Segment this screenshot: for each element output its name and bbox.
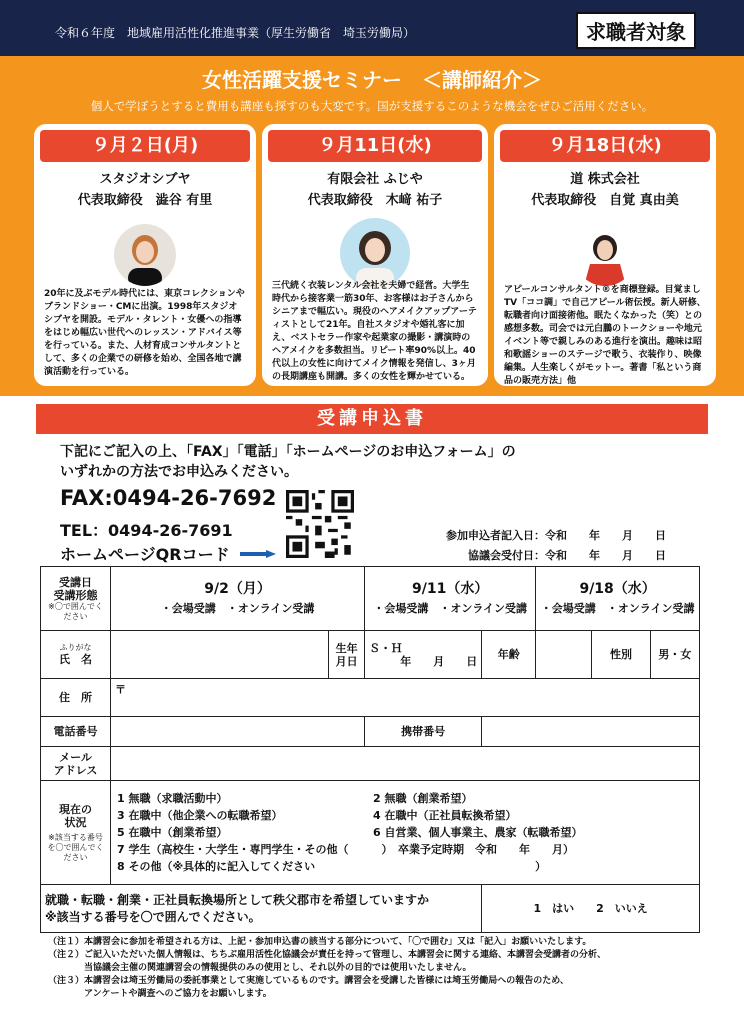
birth-label: 月日 (335, 654, 358, 668)
speaker-company: 有限会社 ふじや (327, 172, 423, 187)
session-option[interactable] (365, 567, 536, 631)
instruction-line: 下記にご記入の上、「FAX」「電話」「ホームページのお申込フォーム」の (60, 444, 516, 460)
status-option[interactable]: 8 その他（※具体的に記入してください ） (117, 860, 547, 873)
footnote: アンケートや調査へのご協力をお願いします。 (48, 989, 272, 999)
session-label: 受講日 受講形態 (53, 575, 98, 602)
status-row (117, 824, 695, 841)
status-row (117, 790, 695, 807)
name-field[interactable] (111, 631, 329, 679)
status-option[interactable]: 3 在職中（他企業への転職希望） (117, 809, 283, 822)
name-label-cell (41, 631, 111, 679)
session-date: 9/11（水） (412, 580, 489, 597)
speaker-photo (574, 224, 636, 286)
applicant-date-field[interactable]: 参加申込者記入日：令和 年 月 日 (446, 529, 666, 542)
chichibu-answer[interactable]: 1 はい 2 いいえ (482, 885, 700, 933)
status-option[interactable]: 2 無職（創業希望） (373, 792, 473, 805)
furigana-label: ふりがな (59, 643, 92, 652)
status-label: 現在の 状況 (59, 802, 92, 829)
address-field[interactable] (111, 679, 700, 717)
age-label: 年齢 (482, 631, 536, 679)
session-note: ※〇で囲んでください (48, 601, 103, 621)
fax-number: FAX:0494-26-7692 (60, 486, 277, 510)
council-date-field[interactable]: 協議会受付日：令和 年 月 日 (468, 549, 666, 562)
status-option[interactable]: 5 在職中（創業希望） (117, 826, 228, 839)
top-header-bar (0, 0, 744, 56)
status-option[interactable]: 1 無職（求職活動中） (117, 792, 228, 805)
status-options[interactable] (111, 781, 700, 885)
tel-number: TEL：0494-26-7691 (60, 521, 233, 540)
seminar-subtitle: 個人で学ぼうとすると費用も講座も探すのも大変です。国が支援するこのような機会をぜひご活用ください。 (90, 99, 654, 113)
qr-code-icon[interactable] (286, 490, 354, 558)
chichibu-question: 就職・転職・創業・正社員転換場所として秩父郡市を希望していますか ※該当する番号を〇で囲んでください。 (41, 885, 482, 933)
status-option[interactable]: 6 自営業、個人事業主、農家（転職希望） (373, 826, 583, 839)
speaker-name: 代表取締役 澁谷 有里 (77, 193, 213, 208)
speaker-photo (114, 224, 176, 286)
speaker-name: 代表取締役 自覚 真由美 (531, 193, 679, 208)
gender-options[interactable]: 男・女 (650, 631, 699, 679)
footnote: （注１）本講習会に参加を希望される方は、上記・参加申込書の該当する部分について、「〇で囲む」又は「記入」お願いいたします。 (48, 937, 592, 947)
postal-mark: 〒 (115, 683, 126, 696)
gender-label: 性別 (592, 631, 651, 679)
speaker-date: ９月18日(水) (500, 130, 710, 162)
birth-label: 生年 (335, 641, 358, 655)
age-field[interactable] (536, 631, 592, 679)
speaker-company: スタジオシブヤ (99, 172, 191, 187)
phone-label: 電話番号 (41, 717, 111, 747)
status-row (117, 807, 695, 824)
speaker-photo (340, 218, 410, 288)
mobile-field[interactable] (482, 717, 700, 747)
instruction-line: いずれかの方法でお申込みください。 (60, 464, 298, 480)
homepage-qr-label: ホームページQRコード (60, 545, 230, 564)
session-mode[interactable]: ・会場受講 ・オンライン受講 (373, 601, 528, 615)
session-mode[interactable]: ・会場受講 ・オンライン受講 (160, 601, 315, 615)
address-label: 住 所 (41, 679, 111, 717)
application-title: 受講申込書 (36, 404, 708, 434)
footnote: （注２）ご記入いただいた個人情報は、ちちぶ雇用活性化協議会が責任を持って管理し、本講習会に関する連絡、本講習会受講者の分析、 (48, 950, 607, 960)
speaker-name: 代表取締役 木﨑 祐子 (307, 193, 443, 208)
seminar-title: 女性活躍支援セミナー ＜講師紹介＞ (202, 68, 542, 92)
speaker-bio: 20年に及ぶモデル時代には、東京コレクションやブランドショー・CMに出演。1998年スタジオシブヤを開設。モデル・タレント・女優への指導をはじめ幅広い世代へのレッスン・アドバイス等を行っている。また、人材育成コンサルタントとして、多くの企業での研修を始め、全国各地で講演活動を行っている。 (44, 289, 245, 377)
mobile-label: 携帯番号 (365, 717, 482, 747)
footnote: 当協議会主催の関連講習会の情報提供のみの使用とし、それ以外の目的では使用いたしません。 (48, 963, 472, 973)
session-option[interactable] (536, 567, 700, 631)
birthdate-field[interactable] (365, 631, 482, 679)
email-label: メール アドレス (41, 747, 111, 781)
session-option[interactable] (111, 567, 365, 631)
email-field[interactable] (111, 747, 700, 781)
speaker-date: ９月11日(水) (268, 130, 482, 162)
session-label-cell (41, 567, 111, 631)
status-option[interactable]: 4 在職中（正社員転換希望） (373, 809, 517, 822)
footnote: （注３）本講習会は埼玉労働局の委託事業として実施しているものです。講習会を受講した皆様には埼玉労働局への報告のため、 (48, 976, 569, 986)
session-date: 9/2（月） (204, 580, 271, 597)
speaker-card (494, 124, 716, 386)
speaker-company: 道 株式会社 (570, 172, 640, 187)
birth-date: 年 月 日 (400, 654, 478, 668)
status-note: ※該当する番号を〇で囲んでください (47, 832, 104, 862)
birth-label-cell (329, 631, 365, 679)
phone-field[interactable] (111, 717, 365, 747)
session-date: 9/18（水） (579, 580, 656, 597)
speaker-bio: アピールコンサルタント®を商標登録。目覚ましTV「ココ調」で自己アピール術伝授。新人研修、転職者向け面接術他。眠たくなかった（笑）との感想多数。司会では元白鵬のトークショーや地元イベント等で親しみのある進行を演出。趣味は昭和歌謡ショーのステージで歌う、衣装作り、映像編集。人生楽しくがモットー。著書「私という商品の販売方法」他 (504, 285, 706, 386)
application-form (40, 566, 700, 933)
status-option[interactable]: 7 学生（高校生・大学生・専門学生・その他（ ） 卒業予定時期 令和 年 月） (117, 843, 574, 856)
name-label: 氏 名 (59, 653, 92, 666)
footnotes (48, 936, 708, 1001)
birth-era: Ｓ・Ｈ (369, 641, 403, 655)
arrow-right-icon (240, 550, 276, 558)
target-badge: 求職者対象 (576, 12, 696, 49)
status-label-cell (41, 781, 111, 885)
application-instructions (60, 442, 516, 482)
organizer-text: 令和６年度 地域雇用活性化推進事業（厚生労働省 埼玉労働局） (55, 26, 416, 40)
speaker-date: ９月２日(月) (40, 130, 250, 162)
session-mode[interactable]: ・会場受講 ・オンライン受講 (540, 601, 695, 615)
speaker-bio: 三代続く衣装レンタル会社を夫婦で経営。大学生時代から接客業一筋30年、お客様はお子さんからシニアまで幅広い。現役のヘアメイクアップアーティストとして21年。自社スタジオや婚礼客に加え、ベストセラー作家や起業家の撮影・講演時のヘアメイクを多数担当。リピート率90%以上。40代以上の女性に向けてメイク情報を発信し、3ヶ月の長期講座も開講。多くの女性を輝かせている。 (272, 281, 477, 382)
speaker-card (34, 124, 256, 386)
speaker-card (262, 124, 488, 386)
